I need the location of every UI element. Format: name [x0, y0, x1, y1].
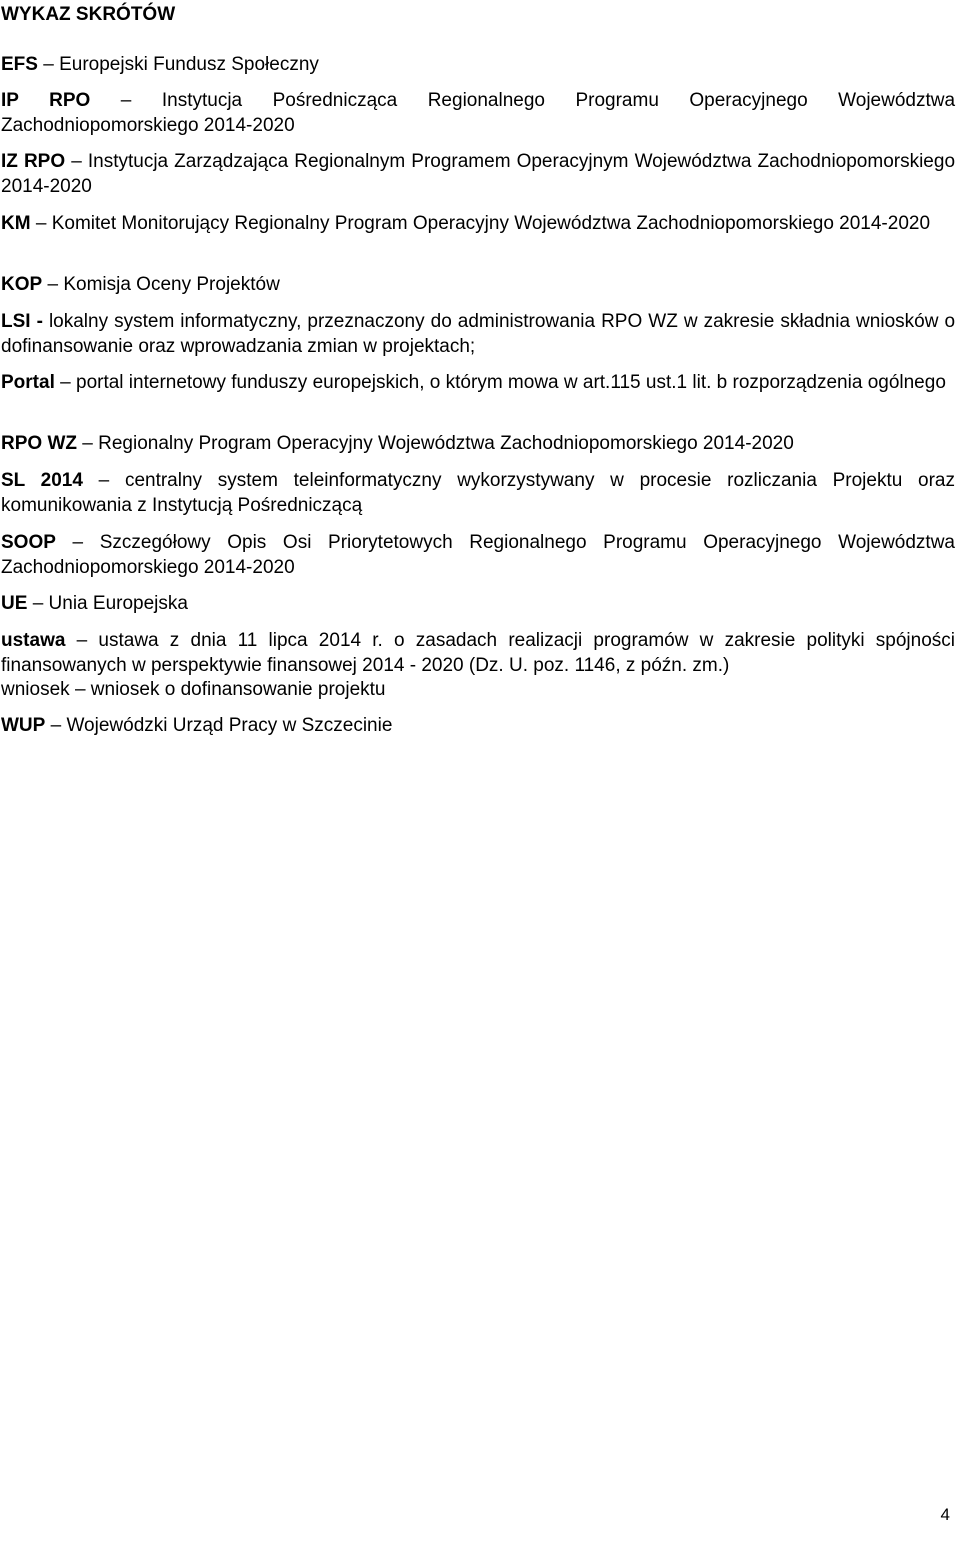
dash: –	[50, 715, 62, 736]
abbreviation-term: SL 2014	[1, 470, 83, 491]
abbreviation-definition: Szczegółowy Opis Osi Priorytetowych Regionalnego Programu Operacyjnego Województwa Zachodniopomorskiego 2014-2020	[1, 532, 955, 578]
abbreviation-entry-iz-rpo	[1, 150, 955, 199]
abbreviation-entry-kop	[1, 273, 955, 298]
abbreviation-term: KM	[1, 213, 31, 234]
abbreviation-definition: Komitet Monitorujący Regionalny Program Operacyjny Województwa Zachodniopomorskiego 2014-2020	[51, 213, 931, 234]
dash: –	[74, 679, 86, 700]
dash: –	[60, 372, 71, 393]
abbreviation-term: IP RPO	[1, 90, 91, 111]
dash: –	[76, 630, 88, 651]
abbreviation-definition: ustawa z dnia 11 lipca 2014 r. o zasadach realizacji programów w zakresie polityki spójności finansowanych w perspektywie finansowej 2014 - 2020 (Dz. U. poz. 1146, z późn. zm.)	[1, 630, 956, 676]
abbreviation-definition: Instytucja Pośrednicząca Regionalnego Programu Operacyjnego Województwa Zachodniopomorskiego 2014-2020	[1, 90, 956, 136]
abbreviation-entry-km	[1, 212, 955, 237]
abbreviation-term: WUP	[1, 715, 46, 736]
dash: –	[71, 151, 82, 172]
abbreviation-entry-sl-2014	[1, 469, 955, 518]
page-title: WYKAZ SKRÓTÓW	[1, 4, 176, 25]
abbreviation-definition: Regionalny Program Operacyjny Województwa Zachodniopomorskiego 2014-2020	[98, 433, 794, 454]
dash: –	[120, 90, 132, 111]
dash: –	[98, 470, 110, 491]
abbreviation-term: SOOP	[1, 532, 56, 553]
dash: –	[32, 593, 44, 614]
abbreviation-term: LSI -	[1, 311, 43, 332]
abbreviation-entry-ip-rpo	[1, 89, 955, 138]
dash: –	[47, 274, 59, 295]
abbreviation-entry-ustawa	[1, 629, 955, 678]
abbreviation-entry-efs	[1, 53, 955, 78]
abbreviation-entry-wup	[1, 714, 955, 739]
dash: –	[82, 433, 93, 454]
abbreviation-definition: portal internetowy funduszy europejskich, o którym mowa w art.115 ust.1 lit. b rozporządzenia ogólnego	[76, 372, 946, 393]
abbreviation-entry-soop	[1, 531, 955, 580]
abbreviation-definition: Instytucja Zarządzająca Regionalnym Programem Operacyjnym Województwa Zachodniopomorskiego 2014-2020	[1, 151, 956, 197]
abbreviation-definition: lokalny system informatyczny, przeznaczony do administrowania RPO WZ w zakresie składnia wniosków o dofinansowanie oraz wprowadzania zmian w projektach;	[1, 311, 956, 357]
abbreviation-entry-portal	[1, 371, 955, 396]
abbreviation-term: UE	[1, 593, 28, 614]
abbreviation-entry-wniosek	[1, 678, 955, 703]
dash: –	[35, 213, 47, 234]
dash: –	[43, 54, 54, 75]
abbreviation-term: EFS	[1, 54, 38, 75]
page-number: 4	[940, 1505, 950, 1524]
abbreviation-term: KOP	[1, 274, 43, 295]
abbreviation-definition: Komisja Oceny Projektów	[63, 274, 280, 295]
abbreviation-entry-ue	[1, 592, 955, 617]
abbreviation-definition: centralny system teleinformatyczny wykorzystywany w procesie rozliczania Projektu oraz komunikowania z Instytucją Pośredniczącą	[1, 470, 955, 516]
abbreviation-definition: Europejski Fundusz Społeczny	[59, 54, 319, 75]
abbreviation-term: IZ RPO	[1, 151, 66, 172]
abbreviation-definition: Wojewódzki Urząd Pracy w Szczecinie	[66, 715, 393, 736]
abbreviation-term: Portal	[1, 372, 55, 393]
abbreviation-entry-rpo-wz	[1, 432, 955, 457]
abbreviation-definition: wniosek o dofinansowanie projektu	[90, 679, 386, 700]
abbreviation-entry-lsi	[1, 310, 955, 359]
abbreviation-term: ustawa	[1, 630, 66, 651]
abbreviation-term: wniosek	[1, 679, 70, 700]
abbreviation-term: RPO WZ	[1, 433, 77, 454]
dash: –	[72, 532, 84, 553]
abbreviation-definition: Unia Europejska	[48, 593, 188, 614]
